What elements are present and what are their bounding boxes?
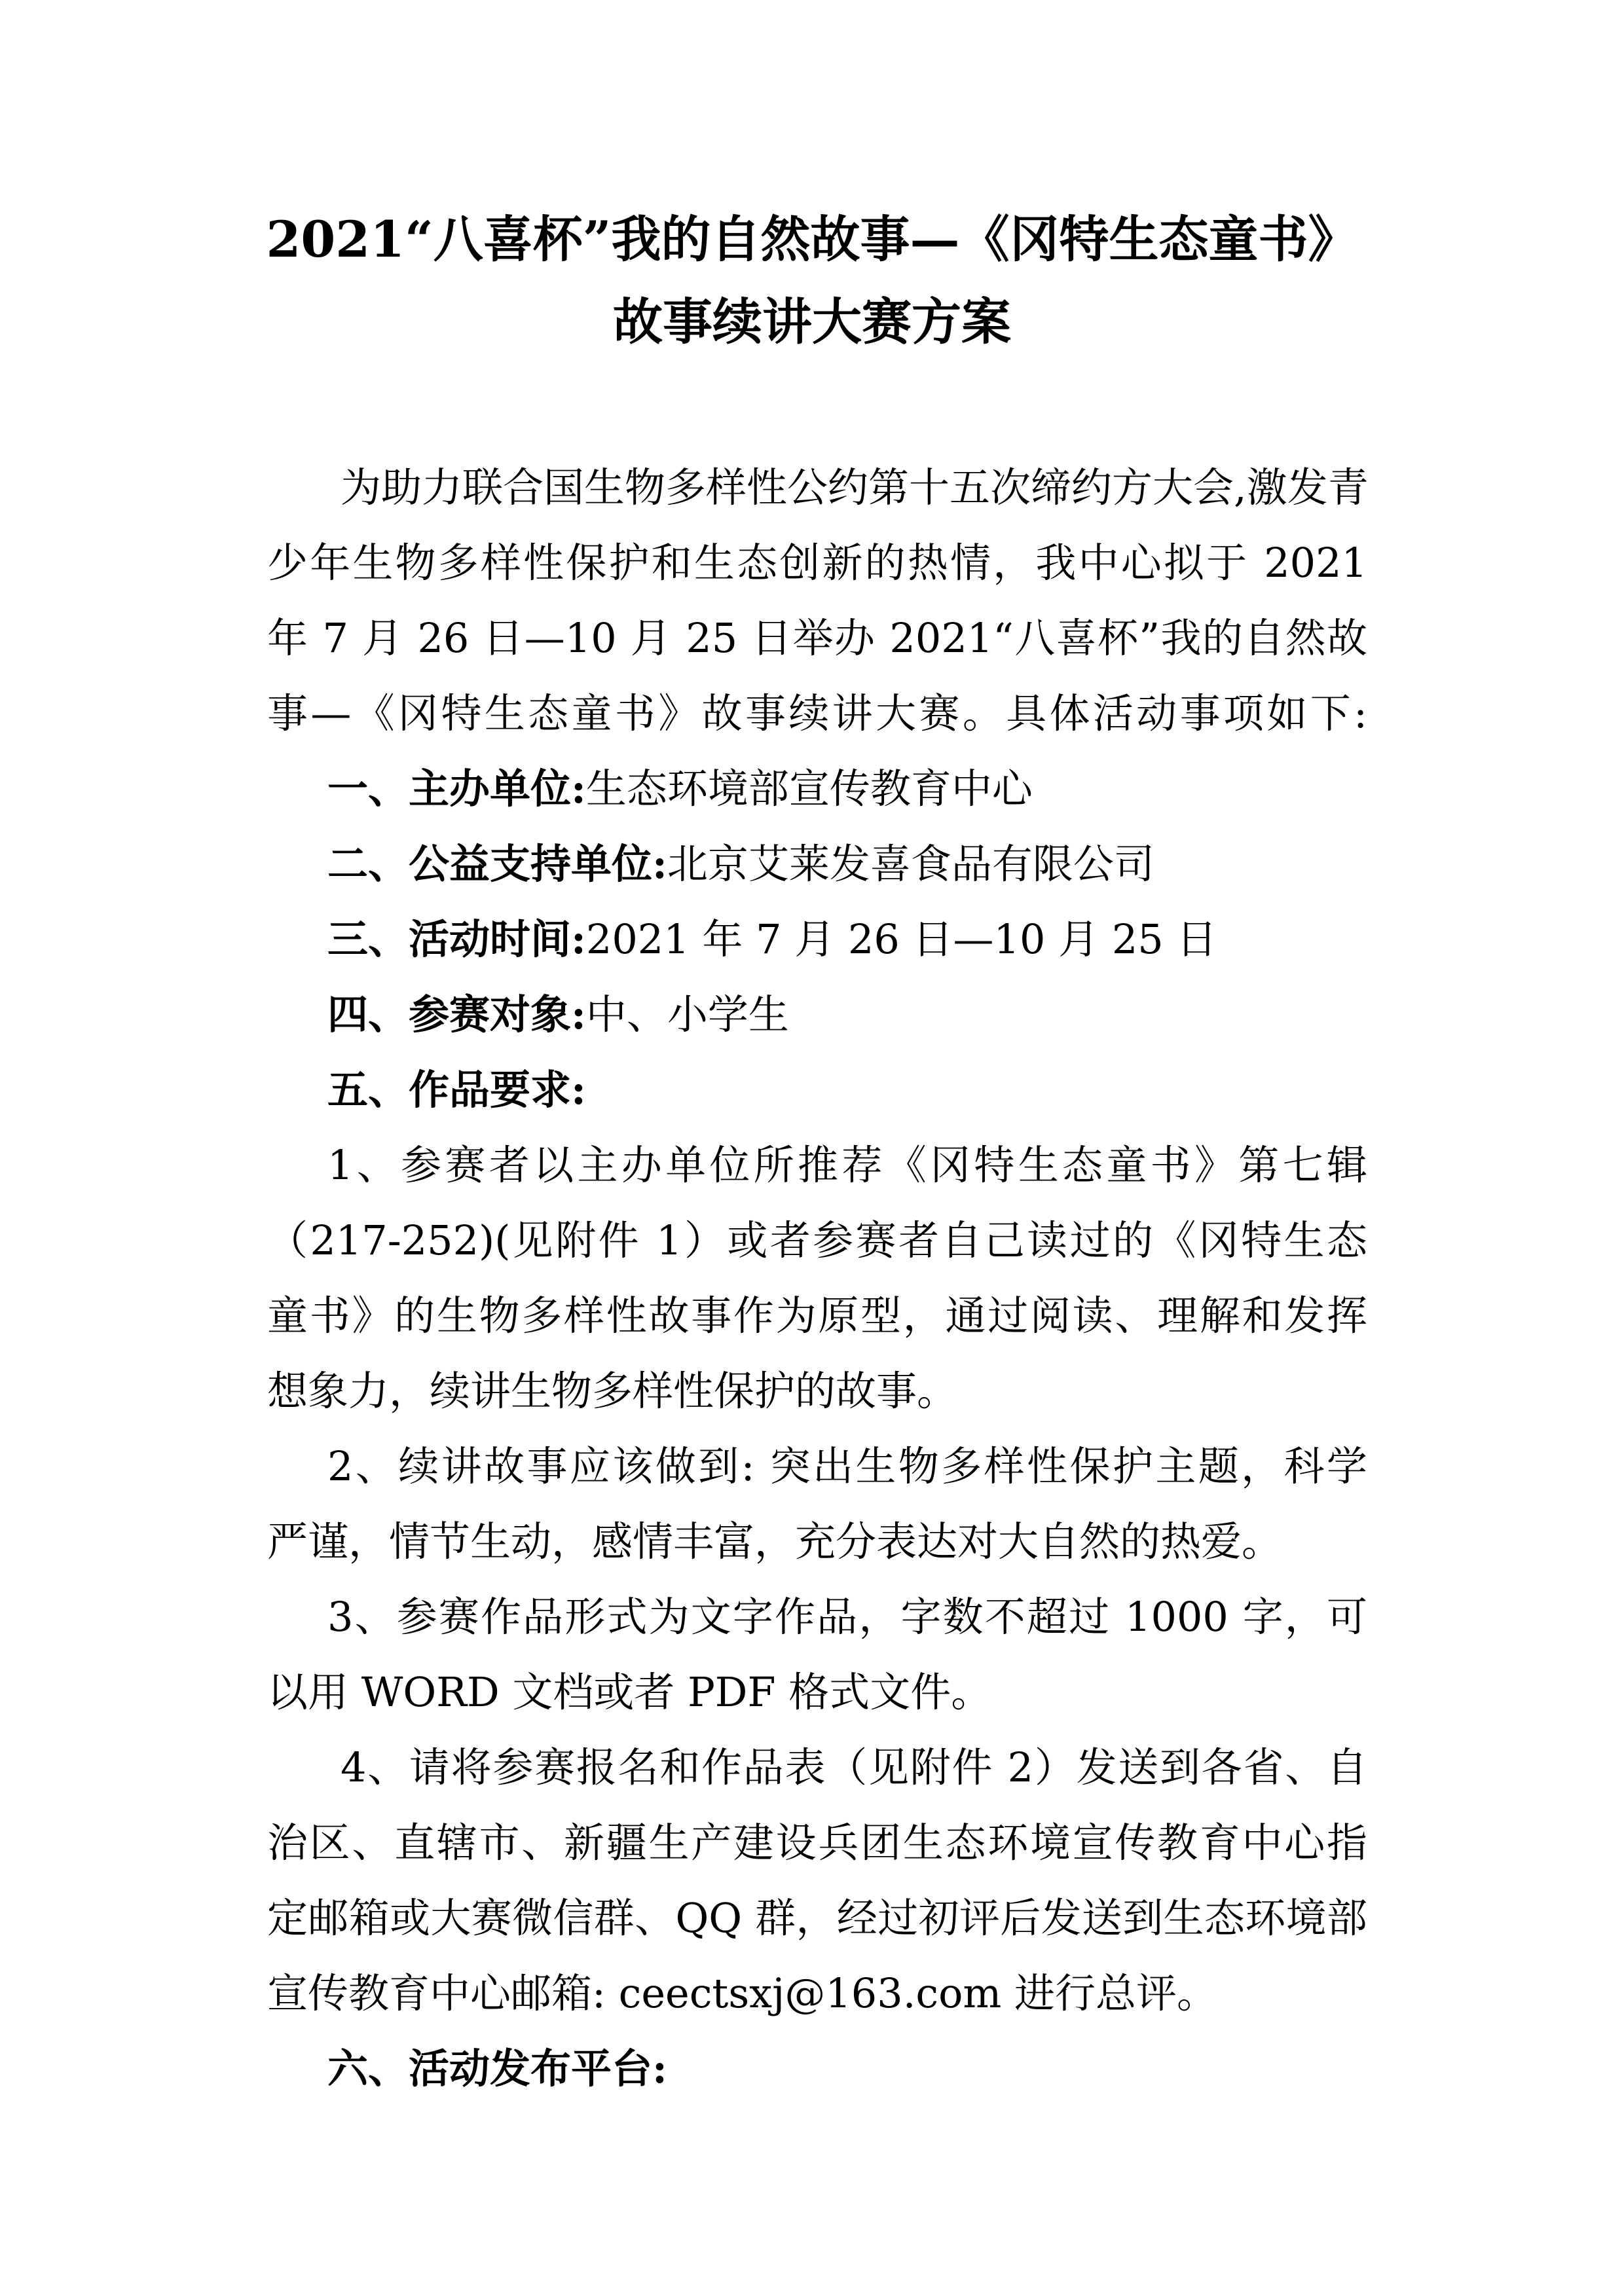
requirement-3-line: 以用 WORD 文档或者 PDF 格式文件。 <box>267 1668 992 1716</box>
item-label: 一、主办单位: <box>327 765 586 812</box>
requirement-4-line: 宣传教育中心邮箱: ceectsxj@163.com 进行总评。 <box>267 1969 1217 2017</box>
requirement-1-line: 童书》的生物多样性故事作为原型，通过阅读、理解和发挥 <box>267 1292 1367 1339</box>
item-label: 五、作品要求: <box>327 1066 586 1114</box>
intro-line: 年 7 月 26 日—10 月 25 日举办 2021“八喜杯”我的自然故 <box>267 614 1367 662</box>
document-title-line-1: 2021“八喜杯”我的自然故事—《冈特生态童书》 <box>266 210 1358 268</box>
item-label: 四、参赛对象: <box>327 991 586 1038</box>
item-supporter <box>327 835 1154 894</box>
item-label: 二、公益支持单位: <box>327 840 667 888</box>
item-time <box>327 910 1217 969</box>
requirement-4-line: 定邮箱或大赛微信群、QQ 群，经过初评后发送到生态环境部 <box>267 1894 1367 1942</box>
requirement-2-line: 2、续讲故事应该做到: 突出生物多样性保护主题，科学 <box>327 1442 1367 1490</box>
intro-line: 少年生物多样性保护和生态创新的热情，我中心拟于 2021 <box>267 539 1367 587</box>
intro-line: 为助力联合国生物多样性公约第十五次缔约方大会,激发青 <box>341 464 1369 511</box>
item-participants <box>327 985 789 1044</box>
item-organizer <box>327 759 1033 818</box>
requirement-1-line: （217-252)(见附件 1）或者参赛者自己读过的《冈特生态 <box>267 1216 1367 1264</box>
item-value: 2021 年 7 月 26 日—10 月 25 日 <box>585 915 1217 963</box>
item-value: 北京艾莱发喜食品有限公司 <box>667 840 1154 888</box>
document-title-line-2: 故事续讲大赛方案 <box>613 293 1011 351</box>
requirement-2-line: 严谨，情节生动，感情丰富，充分表达对大自然的热爱。 <box>267 1518 1283 1565</box>
item-requirements <box>327 1061 586 1120</box>
item-value: 中、小学生 <box>585 991 789 1038</box>
item-value: 生态环境部宣传教育中心 <box>585 765 1033 812</box>
requirement-3-line: 3、参赛作品形式为文字作品，字数不超过 1000 字，可 <box>327 1593 1367 1641</box>
requirement-4-line: 治区、直辖市、新疆生产建设兵团生态环境宣传教育中心指 <box>267 1819 1367 1867</box>
requirement-1-line: 1、参赛者以主办单位所推荐《冈特生态童书》第七辑 <box>327 1141 1367 1189</box>
document-body <box>267 458 1369 2092</box>
requirement-1-line: 想象力，续讲生物多样性保护的故事。 <box>267 1367 958 1415</box>
intro-line: 事—《冈特生态童书》故事续讲大赛。具体活动事项如下: <box>267 689 1367 737</box>
requirement-4-line: 4、请将参赛报名和作品表（见附件 2）发送到各省、自 <box>341 1743 1367 1791</box>
section-6-heading: 六、活动发布平台: <box>327 2045 667 2092</box>
item-label: 三、活动时间: <box>327 915 586 963</box>
